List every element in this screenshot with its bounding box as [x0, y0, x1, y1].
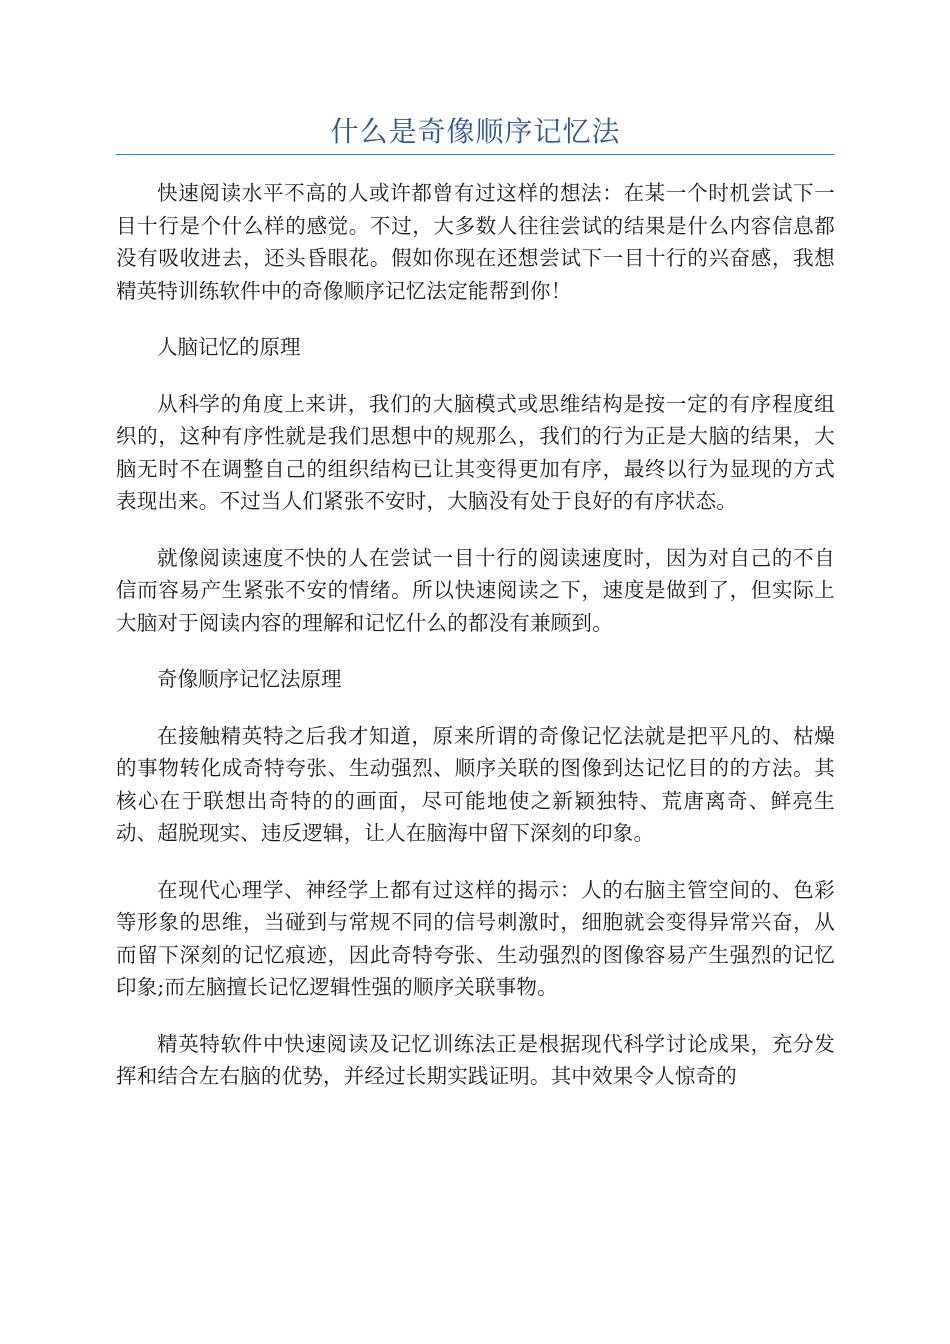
section-heading-brain-memory: 人脑记忆的原理 — [157, 335, 301, 359]
paragraph-reading-anxiety: 就像阅读速度不快的人在尝试一目十行的阅读速度时，因为对自己的不自信而容易产生紧张不安的情绪。所以快速阅读之下，速度是做到了，但实际上大脑对于阅读内容的理解和记忆什么的都没有兼顾到。 — [116, 545, 835, 635]
section-heading-method-principle: 奇像顺序记忆法原理 — [157, 667, 342, 691]
paragraph-brain-order: 从科学的角度上来讲，我们的大脑模式或思维结构是按一定的有序程度组织的，这种有序性就是我们思想中的规那么，我们的行为正是大脑的结果，大脑无时不在调整自己的组织结构已让其变得更加有序，最终以行为显现的方式表现出来。不过当人们紧张不安时，大脑没有处于良好的有序状态。 — [116, 391, 835, 513]
paragraph-software-training: 精英特软件中快速阅读及记忆训练法正是根据现代科学讨论成果，充分发挥和结合左右脑的优势，并经过长期实践证明。其中效果令人惊奇的 — [116, 1031, 835, 1088]
paragraph-method-definition: 在接触精英特之后我才知道，原来所谓的奇像记忆法就是把平凡的、枯燥的事物转化成奇特夸张、生动强烈、顺序关联的图像到达记忆目的的方法。其核心在于联想出奇特的的画面，尽可能地使之新颖独特、荒唐离奇、鲜亮生动、超脱现实、违反逻辑，让人在脑海中留下深刻的印象。 — [116, 723, 835, 845]
document-title: 什么是奇像顺序记忆法 — [330, 115, 621, 148]
document-page — [116, 112, 835, 1117]
paragraph-intro: 快速阅读水平不高的人或许都曾有过这样的想法：在某一个时机尝试下一目十行是个什么样的感觉。不过，大多数人往往尝试的结果是什么内容信息都没有吸收进去，还头昏眼花。假如你现在还想尝试下一目十行的兴奋感，我想精英特训练软件中的奇像顺序记忆法定能帮到你！ — [116, 181, 835, 303]
paragraph-neuroscience: 在现代心理学、神经学上都有过这样的揭示：人的右脑主管空间的、色彩等形象的思维，当碰到与常规不同的信号刺激时，细胞就会变得异常兴奋，从而留下深刻的记忆痕迹，因此奇特夸张、生动强烈的图像容易产生强烈的记忆印象;而左脑擅长记忆逻辑性强的顺序关联事物。 — [116, 877, 835, 999]
title-underline — [116, 154, 835, 155]
